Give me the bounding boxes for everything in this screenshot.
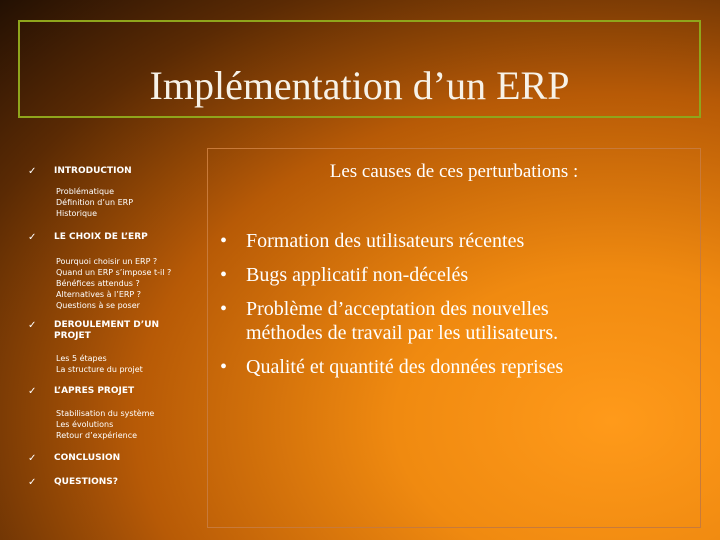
- section-title: INTRODUCTION: [54, 166, 132, 176]
- bullet-icon: •: [220, 264, 228, 286]
- section-subitems: [56, 256, 196, 311]
- subitem: Problématique: [56, 187, 115, 196]
- slide-title: Implémentation d’un ERP: [149, 63, 570, 108]
- subitem: Questions à se poser: [56, 301, 140, 310]
- check-icon: ✓: [28, 453, 37, 464]
- bullet-list: [220, 229, 690, 389]
- subitem: Les 5 étapes: [56, 354, 107, 363]
- content-subtitle: Les causes de ces perturbations :: [329, 161, 579, 182]
- subitem: Pourquoi choisir un ERP ?: [56, 257, 158, 266]
- check-icon: ✓: [28, 232, 37, 243]
- section-title: LE CHOIX DE L’ERP: [54, 232, 148, 242]
- bullet-item: • Problème d’acceptation des nouvelles méthodes de travail par les utilisateurs.: [220, 298, 559, 344]
- bullet-icon: •: [220, 298, 228, 320]
- subitem: Bénéfices attendus ?: [56, 279, 140, 288]
- subitem: Quand un ERP s’impose t-il ?: [56, 268, 172, 277]
- check-icon: ✓: [28, 477, 37, 488]
- bullet-item: • Bugs applicatif non-décelés: [220, 264, 469, 286]
- subitem: Définition d’un ERP: [56, 198, 134, 207]
- section-subitems: [56, 186, 196, 219]
- content-frame: [207, 148, 701, 528]
- bullet-item: • Qualité et quantité des données reprises: [220, 356, 564, 378]
- check-icon: ✓: [28, 386, 37, 397]
- subitem: Les évolutions: [56, 420, 114, 429]
- section-title: L’APRES PROJET: [54, 386, 135, 396]
- bullet-item: • Formation des utilisateurs récentes: [220, 230, 525, 252]
- subitem: Alternatives à l’ERP ?: [56, 290, 142, 299]
- subitem: Historique: [56, 209, 98, 218]
- subitem: Retour d’expérience: [56, 431, 138, 440]
- check-icon: ✓: [28, 320, 37, 331]
- section-subitems: [56, 353, 196, 375]
- bullet-icon: •: [220, 230, 228, 252]
- subitem: La structure du projet: [56, 365, 143, 374]
- section-subitems: [56, 408, 196, 441]
- bullet-icon: •: [220, 356, 228, 378]
- subitem: Stabilisation du système: [56, 409, 155, 418]
- agenda-sidebar: [18, 148, 202, 528]
- title-frame: [18, 20, 701, 118]
- section-title: QUESTIONS?: [54, 477, 118, 487]
- section-title: CONCLUSION: [54, 453, 121, 463]
- check-icon: ✓: [28, 166, 37, 177]
- section-title: DEROULEMENT D’UN PROJET: [54, 320, 160, 341]
